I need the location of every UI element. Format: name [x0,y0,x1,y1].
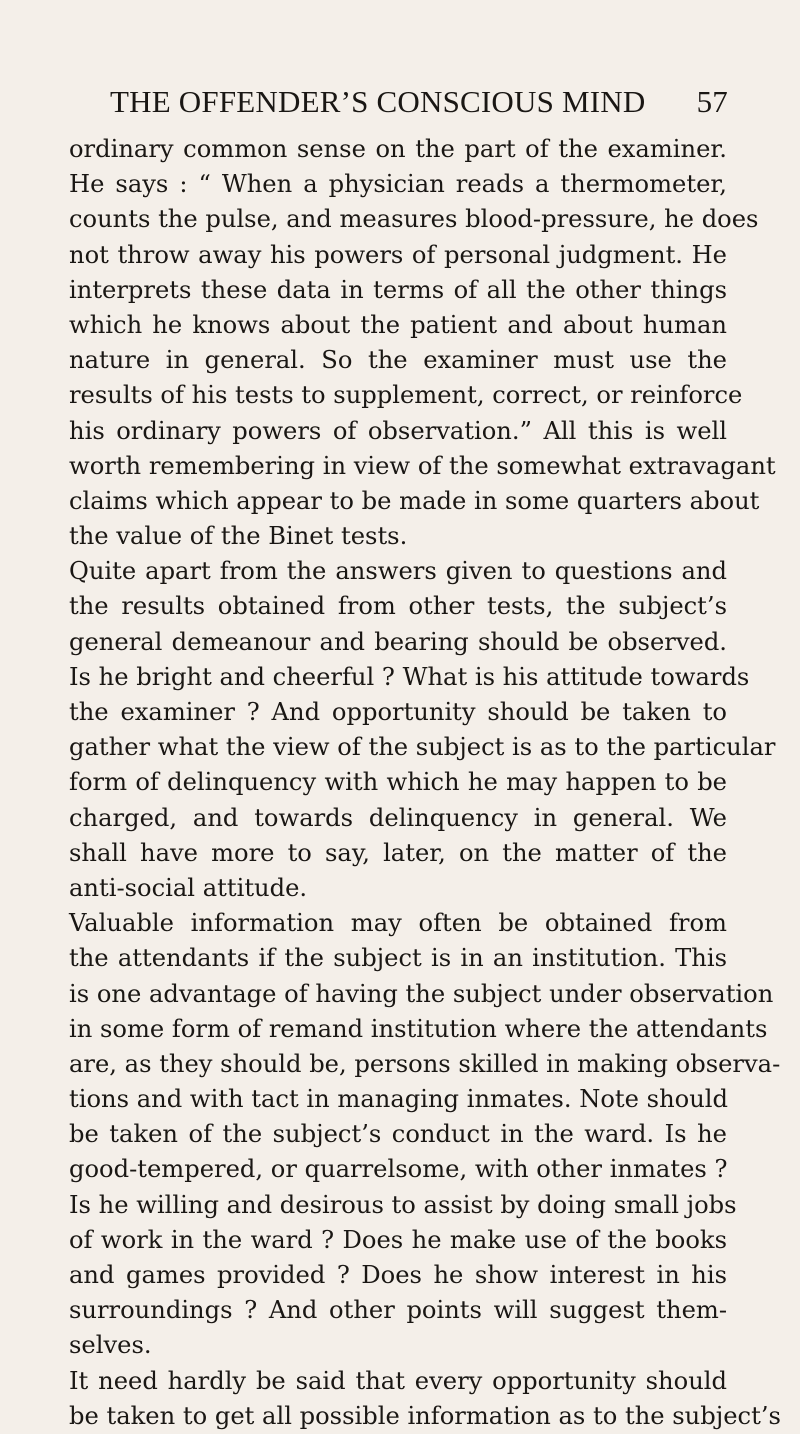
running-head [110,84,728,120]
text-line: is one advantage of having the subject under observation [69,979,774,1008]
text-line: ordinary common sense on the part of the examiner. [69,135,727,163]
text-line: gather what the view of the subject is as to the particular [69,733,776,762]
text-line: in some form of remand institution where the attendants [69,1014,768,1043]
text-line: surroundings ? And other points will suggest them- [69,1296,727,1325]
text-line: counts the pulse, and measures blood-pressure, he does [69,205,759,234]
text-line: the attendants if the subject is in an institution. This [69,944,727,973]
text-line: good-tempered, or quarrelsome, with other inmates ? [69,1155,728,1184]
text-line: interprets these data in terms of all the other things [69,275,727,304]
text-line: Is he bright and cheerful ? What is his attitude towards [69,662,750,691]
text-line: of work in the ward ? Does he make use of the books [69,1225,727,1254]
running-head-title: THE OFFENDER’S CONSCIOUS MIND [110,84,646,119]
text-line: be taken of the subject’s conduct in the ward. Is he [69,1120,727,1149]
text-line: Valuable information may often be obtained from [69,909,727,938]
text-line: claims which appear to be made in some quarters about [69,486,760,515]
text-line: nature in general. So the examiner must use the [69,346,727,375]
body-text [69,132,781,1434]
text-line: selves. [69,1331,152,1360]
text-line: the examiner ? And opportunity should be taken to [69,698,727,726]
text-line: the results obtained from other tests, the subject’s [69,592,727,621]
text-line: general demeanour and bearing should be observed. [69,627,727,656]
text-line: which he knows about the patient and about human [69,310,727,339]
text-line: worth remembering in view of the somewhat extravagant [69,451,776,480]
text-line: form of delinquency with which he may happen to be [69,768,727,797]
text-line: the value of the Binet tests. [69,522,408,551]
text-line: Quite apart from the answers given to questions and [69,557,727,586]
page-number: 57 [696,84,728,119]
text-line: and games provided ? Does he show interest in his [69,1261,727,1289]
text-line: He says : “ When a physician reads a thermometer, [69,170,727,199]
text-line: charged, and towards delinquency in general. We [69,803,727,832]
text-line: tions and with tact in managing inmates. Note should [69,1085,729,1114]
text-line: anti-social attitude. [69,873,308,902]
text-line: his ordinary powers of observation.” All this is well [69,416,727,445]
text-line: results of his tests to supplement, correct, or reinforce [69,381,743,410]
text-line: not throw away his powers of personal judgment. He [69,240,727,269]
text-line: It need hardly be said that every opportunity should [69,1366,727,1395]
text-line: shall have more to say, later, on the matter of the [69,838,727,867]
text-line: be taken to get all possible information as to the subject’s [69,1401,781,1430]
text-line: Is he willing and desirous to assist by doing small jobs [69,1190,737,1219]
text-line: are, as they should be, persons skilled in making observa- [69,1049,781,1078]
